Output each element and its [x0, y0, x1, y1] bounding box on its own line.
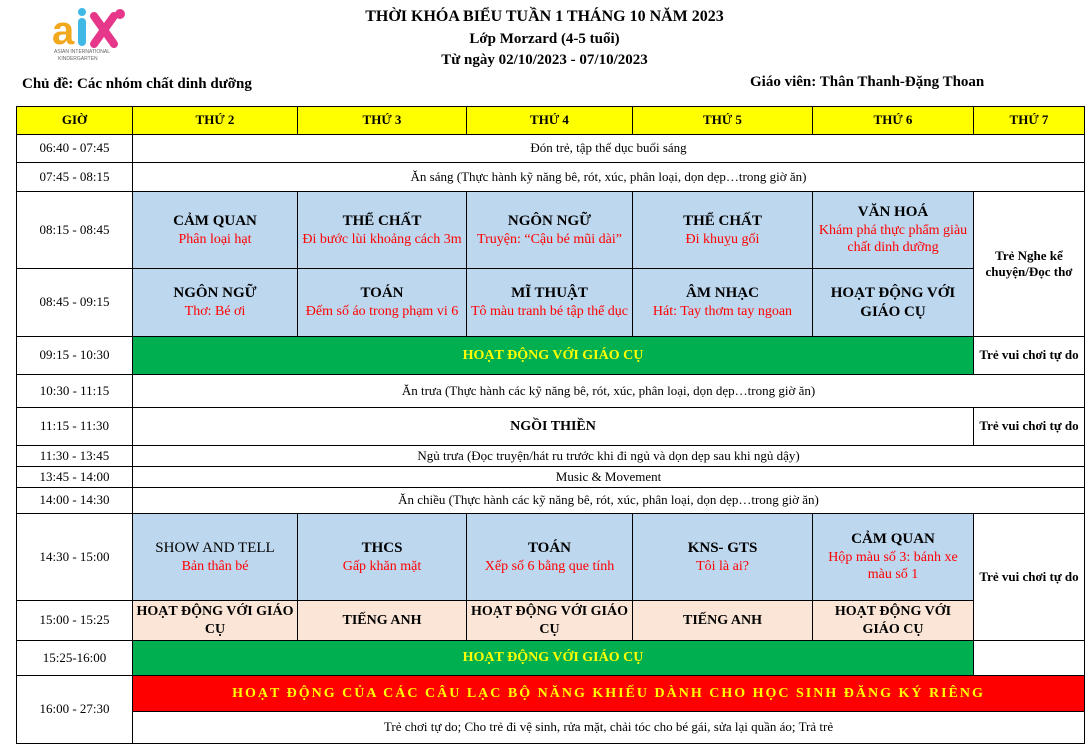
- activity-cell: Đón trẻ, tập thể dục buổi sáng: [133, 135, 1085, 163]
- lesson-cell: HOẠT ĐỘNG VỚI GIÁO CỤ: [133, 601, 298, 641]
- table-row: [17, 337, 1085, 375]
- col-header-time: GIỜ: [17, 107, 133, 135]
- time-cell: 13:45 - 14:00: [17, 467, 133, 488]
- page-title: THỜI KHÓA BIỂU TUẦN 1 THÁNG 10 NĂM 2023: [365, 8, 724, 25]
- time-cell: 11:15 - 11:30: [17, 408, 133, 446]
- time-cell: 15:00 - 15:25: [17, 601, 133, 641]
- table-row: [17, 446, 1085, 467]
- lesson-cell: [813, 514, 974, 601]
- lesson-desc: Bản thân bé: [181, 558, 249, 574]
- lesson-desc: Phân loại hạt: [178, 231, 252, 247]
- col-header-wed: THỨ 4: [467, 107, 633, 135]
- lesson-subject: CẢM QUAN: [851, 531, 935, 548]
- lesson-cell: [467, 192, 633, 269]
- lesson-desc: Hát: Tay thơm tay ngoan: [652, 304, 793, 320]
- lesson-desc: Truyện: “Cậu bé mũi dài”: [477, 231, 622, 247]
- schedule-table: [16, 106, 1085, 744]
- activity-cell: NGỒI THIỀN: [133, 408, 974, 446]
- topic-label: Chủ đề: Các nhóm chất dinh dưỡng: [22, 76, 252, 92]
- table-row: [17, 408, 1085, 446]
- saturday-cell: Trẻ vui chơi tự do: [974, 408, 1085, 446]
- lesson-desc: Thơ: Bé ơi: [184, 304, 246, 320]
- lesson-desc: Tôi là ai?: [696, 558, 749, 574]
- lesson-cell: [467, 514, 633, 601]
- table-row: [17, 641, 1085, 676]
- lesson-desc: Khám phá thực phẩm giàu chất dinh dưỡng: [818, 222, 968, 256]
- lesson-cell: [813, 269, 974, 337]
- lesson-subject: THCS: [361, 539, 403, 556]
- lesson-subject: THỂ CHẤT: [342, 212, 422, 229]
- table-row: [17, 375, 1085, 408]
- time-cell: 09:15 - 10:30: [17, 337, 133, 375]
- activity-cell: Trẻ chơi tự do; Cho trẻ đi vệ sinh, rửa mặt, chải tóc cho bé gái, sửa lại quần áo; Trả trẻ: [133, 712, 1085, 744]
- logo-letter-a: a: [52, 9, 75, 53]
- lesson-desc: Hộp màu số 3: bánh xe màu số 1: [828, 549, 958, 583]
- header-row: [17, 107, 1085, 135]
- activity-cell: Ăn trưa (Thực hành các kỹ năng bê, rót, xúc, phân loại, dọn dẹp…trong giờ ăn): [133, 375, 1085, 408]
- table-row: [17, 269, 1085, 337]
- activity-cell: Ngủ trưa (Đọc truyện/hát ru trước khi đi ngủ và dọn dẹp sau khi ngủ dậy): [133, 446, 1085, 467]
- lesson-desc: Tô màu tranh bé tập thể dục: [470, 304, 629, 320]
- table-row: [17, 712, 1085, 744]
- activity-banner: HOẠT ĐỘNG VỚI GIÁO CỤ: [133, 337, 974, 375]
- time-cell: 06:40 - 07:45: [17, 135, 133, 163]
- activity-banner: HOẠT ĐỘNG VỚI GIÁO CỤ: [133, 641, 974, 676]
- lesson-subject: NGÔN NGỮ: [507, 212, 592, 229]
- lesson-subject: TOÁN: [527, 539, 572, 556]
- lesson-subject: KNS- GTS: [687, 539, 758, 556]
- time-cell: 10:30 - 11:15: [17, 375, 133, 408]
- lesson-desc: Xếp số 6 bằng que tính: [484, 558, 615, 574]
- lesson-cell: [813, 192, 974, 269]
- activity-cell: Ăn sáng (Thực hành kỹ năng bê, rót, xúc, phân loại, dọn dẹp…trong giờ ăn): [133, 163, 1085, 192]
- time-cell: 14:00 - 14:30: [17, 488, 133, 514]
- table-row: [17, 601, 1085, 641]
- time-cell: 08:15 - 08:45: [17, 192, 133, 269]
- logo-subtitle-2: KINDERGARTEN: [58, 56, 98, 62]
- lesson-subject: ÂM NHẠC: [686, 285, 759, 302]
- time-cell: 08:45 - 09:15: [17, 269, 133, 337]
- activity-cell: Ăn chiều (Thực hành các kỹ năng bê, rót, xúc, phân loại, dọn dẹp…trong giờ ăn): [133, 488, 1085, 514]
- table-row: [17, 488, 1085, 514]
- lesson-cell: [133, 514, 298, 601]
- col-header-thu: THỨ 5: [633, 107, 813, 135]
- lesson-subject: THỂ CHẤT: [683, 212, 762, 229]
- lesson-subject: HOẠT ĐỘNG VỚI GIÁO CỤ: [830, 284, 956, 320]
- col-header-fri: THỨ 6: [813, 107, 974, 135]
- col-header-mon: THỨ 2: [133, 107, 298, 135]
- lesson-desc: Đếm số áo trong phạm vi 6: [305, 304, 459, 320]
- col-header-sat: THỨ 7: [974, 107, 1085, 135]
- lesson-cell: [633, 514, 813, 601]
- table-row: [17, 135, 1085, 163]
- lesson-cell: [298, 192, 467, 269]
- lesson-subject: TOÁN: [360, 285, 404, 302]
- activity-cell: Music & Movement: [133, 467, 1085, 488]
- lesson-desc: Đi bước lùi khoảng cách 3m: [302, 231, 462, 247]
- class-name: Lớp Morzard (4-5 tuổi): [469, 31, 620, 47]
- logo-subtitle: ASIAN INTERNATIONAL: [54, 49, 111, 55]
- table-row: [17, 676, 1085, 712]
- saturday-cell: Trẻ vui chơi tự do: [974, 337, 1085, 375]
- lesson-cell: TIẾNG ANH: [633, 601, 813, 641]
- lesson-cell: HOẠT ĐỘNG VỚI GIÁO CỤ: [813, 601, 974, 641]
- saturday-cell: Trẻ Nghe kể chuyện/Đọc thơ: [974, 192, 1085, 337]
- time-cell: 11:30 - 13:45: [17, 446, 133, 467]
- teacher-label: Giáo viên: Thân Thanh-Đặng Thoan: [750, 74, 985, 90]
- time-cell: 16:00 - 27:30: [17, 676, 133, 744]
- lesson-cell: [298, 269, 467, 337]
- lesson-subject: SHOW AND TELL: [155, 539, 275, 556]
- lesson-cell: [133, 192, 298, 269]
- lesson-subject: NGÔN NGỮ: [173, 285, 257, 302]
- lesson-subject: VĂN HOÁ: [857, 204, 929, 221]
- date-range: Từ ngày 02/10/2023 - 07/10/2023: [441, 52, 648, 68]
- saturday-cell: [974, 641, 1085, 676]
- lesson-cell: [467, 269, 633, 337]
- saturday-cell: Trẻ vui chơi tự do: [974, 514, 1085, 641]
- table-row: [17, 192, 1085, 269]
- col-header-tue: THỨ 3: [298, 107, 467, 135]
- lesson-cell: [133, 269, 298, 337]
- lesson-desc: Đi khuỵu gối: [685, 231, 760, 247]
- table-row: [17, 514, 1085, 601]
- lesson-cell: [633, 192, 813, 269]
- lesson-cell: HOẠT ĐỘNG VỚI GIÁO CỤ: [467, 601, 633, 641]
- table-row: [17, 467, 1085, 488]
- lesson-desc: Gấp khăn mặt: [342, 558, 422, 574]
- lesson-cell: TIẾNG ANH: [298, 601, 467, 641]
- lesson-subject: CẢM QUAN: [173, 212, 257, 229]
- lesson-cell: [298, 514, 467, 601]
- time-cell: 14:30 - 15:00: [17, 514, 133, 601]
- lesson-cell: [633, 269, 813, 337]
- time-cell: 07:45 - 08:15: [17, 163, 133, 192]
- table-row: [17, 163, 1085, 192]
- club-activity-banner: HOẠT ĐỘNG CỦA CÁC CÂU LẠC BỘ NĂNG KHIẾU DÀNH CHO HỌC SINH ĐĂNG KÝ RIÊNG: [133, 676, 1085, 712]
- time-cell: 15:25-16:00: [17, 641, 133, 676]
- lesson-subject: MĨ THUẬT: [511, 285, 588, 302]
